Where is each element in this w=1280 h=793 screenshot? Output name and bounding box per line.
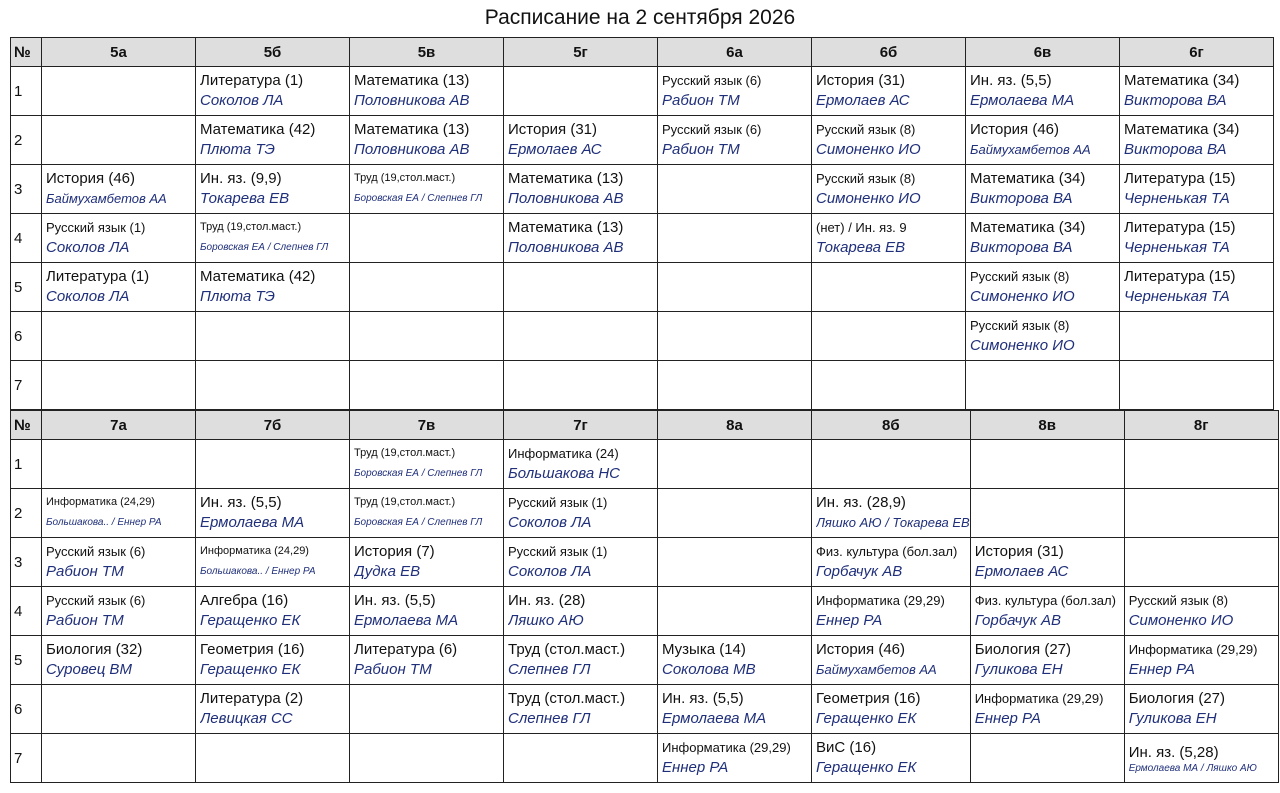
lesson-cell xyxy=(812,116,966,165)
lesson-cell xyxy=(504,440,658,489)
teacher-label: Викторова ВА xyxy=(970,239,1073,256)
lesson-cell xyxy=(504,214,658,263)
lesson-cell xyxy=(196,538,350,587)
subject-label: Труд (19,стол.маст.) xyxy=(354,496,456,508)
lesson-cell xyxy=(350,361,504,410)
lesson-cell xyxy=(812,440,971,489)
lesson-cell xyxy=(966,361,1120,410)
lesson-cell xyxy=(812,165,966,214)
teacher-label: Гуликова ЕН xyxy=(1128,710,1217,727)
lesson-cell xyxy=(42,361,196,410)
teacher-label: Соколова МВ xyxy=(662,661,756,678)
lesson-cell xyxy=(812,587,971,636)
subject-label: Русский язык (8) xyxy=(970,318,1070,333)
lesson-cell xyxy=(42,312,196,361)
lesson-cell xyxy=(196,489,350,538)
lesson-cell xyxy=(658,685,812,734)
teacher-label: Слепнев ГЛ xyxy=(508,710,591,727)
teacher-label: Баймухамбетов АА xyxy=(816,662,937,677)
subject-label: История (31) xyxy=(816,72,906,89)
table-row xyxy=(11,440,1279,489)
lesson-cell xyxy=(658,263,812,312)
subject-label: Русский язык (1) xyxy=(508,544,608,559)
subject-label: Литература (1) xyxy=(200,72,304,89)
table-header-row xyxy=(11,38,1274,67)
lesson-cell xyxy=(812,636,971,685)
lesson-cell xyxy=(350,440,504,489)
lesson-cell xyxy=(658,67,812,116)
lesson-cell xyxy=(350,214,504,263)
teacher-label: Соколов ЛА xyxy=(508,514,592,531)
subject-label: Русский язык (8) xyxy=(816,122,916,137)
teacher-label: Рабион ТМ xyxy=(662,141,740,158)
teacher-label: Геращенко ЕК xyxy=(200,612,301,629)
subject-label: Алгебра (16) xyxy=(200,592,289,609)
teacher-label: Симоненко ИО xyxy=(816,141,921,158)
subject-label: Русский язык (8) xyxy=(970,269,1070,284)
teacher-label: Симоненко ИО xyxy=(816,190,921,207)
subject-label: Труд (стол.маст.) xyxy=(508,641,626,658)
lesson-cell xyxy=(658,165,812,214)
lesson-cell xyxy=(658,587,812,636)
subject-label: Математика (34) xyxy=(970,219,1086,236)
schedule-table-1 xyxy=(10,37,1274,410)
table-row xyxy=(11,263,1274,312)
lesson-cell xyxy=(196,263,350,312)
table-row xyxy=(11,587,1279,636)
teacher-label: Половникова АВ xyxy=(508,190,624,207)
subject-label: Ин. яз. (28) xyxy=(508,592,586,609)
teacher-label: Ляшко АЮ / Токарева ЕВ xyxy=(816,515,970,530)
lesson-cell xyxy=(350,116,504,165)
table-row xyxy=(11,538,1279,587)
teacher-label: Черненькая ТА xyxy=(1124,239,1230,256)
subject-label: Литература (6) xyxy=(354,641,458,658)
lesson-cell xyxy=(1120,67,1274,116)
subject-label: Математика (13) xyxy=(508,170,624,187)
lesson-number: 7 xyxy=(11,361,42,410)
lesson-cell xyxy=(350,685,504,734)
lesson-cell xyxy=(1120,312,1274,361)
subject-label: Ин. яз. (9,9) xyxy=(200,170,282,187)
teacher-label: Рабион ТМ xyxy=(662,92,740,109)
lesson-cell xyxy=(970,587,1124,636)
lesson-cell xyxy=(1124,587,1278,636)
lesson-cell xyxy=(42,116,196,165)
class-header: 6а xyxy=(658,38,812,67)
subject-label: Русский язык (8) xyxy=(1128,593,1229,608)
teacher-label: Соколов ЛА xyxy=(46,288,130,305)
subject-label: Литература (15) xyxy=(1124,219,1236,236)
teacher-label: Ляшко АЮ xyxy=(508,612,584,629)
teacher-label: Токарева ЕВ xyxy=(816,239,906,256)
teacher-label: Ермолаев АС xyxy=(508,141,602,158)
lesson-cell xyxy=(812,489,971,538)
subject-label: Ин. яз. (5,5) xyxy=(970,72,1052,89)
subject-label: Труд (19,стол.маст.) xyxy=(354,172,456,184)
subject-label: История (31) xyxy=(508,121,598,138)
teacher-label: Викторова ВА xyxy=(970,190,1073,207)
table-row xyxy=(11,734,1279,783)
lesson-cell xyxy=(504,116,658,165)
teacher-label: Слепнев ГЛ xyxy=(508,661,591,678)
subject-label: Математика (13) xyxy=(354,121,470,138)
lesson-cell xyxy=(42,538,196,587)
lesson-cell xyxy=(42,263,196,312)
teacher-label: Соколов ЛА xyxy=(200,92,284,109)
subject-label: История (7) xyxy=(354,543,435,560)
lesson-cell xyxy=(812,263,966,312)
teacher-label: Рабион ТМ xyxy=(46,563,124,580)
lesson-number: 5 xyxy=(11,263,42,312)
lesson-number: 3 xyxy=(11,538,42,587)
lesson-cell xyxy=(970,636,1124,685)
teacher-label: Ермолаев АС xyxy=(816,92,910,109)
teacher-label: Большакова НС xyxy=(508,465,621,482)
lesson-cell xyxy=(966,165,1120,214)
lesson-cell xyxy=(350,489,504,538)
subject-label: Математика (42) xyxy=(200,121,316,138)
lesson-cell xyxy=(196,312,350,361)
teacher-label: Соколов ЛА xyxy=(508,563,592,580)
lesson-cell xyxy=(970,489,1124,538)
subject-label: История (46) xyxy=(46,170,136,187)
lesson-cell xyxy=(350,165,504,214)
subject-label: История (46) xyxy=(970,121,1060,138)
lesson-cell xyxy=(350,312,504,361)
page-title: Расписание на 2 сентября 2026 xyxy=(484,6,796,29)
lesson-cell xyxy=(1124,538,1278,587)
lesson-number: 6 xyxy=(11,312,42,361)
teacher-label: Геращенко ЕК xyxy=(816,710,917,727)
lesson-cell xyxy=(1124,734,1278,783)
lesson-cell xyxy=(196,734,350,783)
lesson-cell xyxy=(42,440,196,489)
subject-label: Информатика (24) xyxy=(508,446,619,461)
class-header: 5в xyxy=(350,38,504,67)
teacher-label: Боровская ЕА / Слепнев ГЛ xyxy=(354,468,483,479)
teacher-label: Суровец ВМ xyxy=(46,661,132,678)
teacher-label: Боровская ЕА / Слепнев ГЛ xyxy=(200,242,329,253)
lesson-cell xyxy=(504,587,658,636)
lesson-cell xyxy=(1120,116,1274,165)
class-header: 5а xyxy=(42,38,196,67)
subject-label: Литература (15) xyxy=(1124,170,1236,187)
subject-label: Физ. культура (бол.зал) xyxy=(816,544,958,559)
subject-label: Русский язык (1) xyxy=(46,220,146,235)
lesson-cell xyxy=(196,361,350,410)
teacher-label: Горбачук АВ xyxy=(816,563,903,580)
teacher-label: Половникова АВ xyxy=(508,239,624,256)
lesson-cell xyxy=(196,67,350,116)
lesson-number: 6 xyxy=(11,685,42,734)
subject-label: Математика (13) xyxy=(508,219,624,236)
teacher-label: Еннер РА xyxy=(974,710,1041,727)
subject-label: Информатика (29,29) xyxy=(816,593,945,608)
lesson-cell xyxy=(966,116,1120,165)
teacher-label: Ермолаева МА xyxy=(662,710,767,727)
lesson-cell xyxy=(1120,214,1274,263)
teacher-label: Ермолаева МА xyxy=(354,612,459,629)
lesson-cell xyxy=(504,165,658,214)
lesson-cell xyxy=(1120,165,1274,214)
subject-label: Литература (2) xyxy=(200,690,304,707)
subject-label: Ин. яз. (5,28) xyxy=(1128,743,1219,761)
teacher-label: Еннер РА xyxy=(1128,661,1195,678)
teacher-label: Левицкая СС xyxy=(200,710,293,727)
lesson-cell xyxy=(504,685,658,734)
lesson-cell xyxy=(1124,636,1278,685)
teacher-label: Токарева ЕВ xyxy=(200,190,290,207)
teacher-label: Половникова АВ xyxy=(354,141,470,158)
lesson-cell xyxy=(196,636,350,685)
schedule-table-2 xyxy=(10,410,1279,783)
class-header: 7б xyxy=(196,411,350,440)
lesson-cell xyxy=(196,685,350,734)
lesson-cell xyxy=(504,67,658,116)
lesson-cell xyxy=(658,538,812,587)
subject-label: (нет) / Ин. яз. 9 xyxy=(816,220,907,235)
teacher-label: Ермолаева МА / Ляшко АЮ xyxy=(1128,762,1257,774)
table-row xyxy=(11,636,1279,685)
lesson-cell xyxy=(504,361,658,410)
teacher-label: Рабион ТМ xyxy=(354,661,432,678)
lesson-cell xyxy=(504,734,658,783)
lesson-cell xyxy=(658,734,812,783)
teacher-label: Соколов ЛА xyxy=(46,239,130,256)
subject-label: ВиС (16) xyxy=(816,739,877,756)
lesson-cell xyxy=(970,440,1124,489)
teacher-label: Викторова ВА xyxy=(1124,92,1227,109)
lesson-cell xyxy=(658,636,812,685)
lesson-cell xyxy=(504,489,658,538)
lesson-cell xyxy=(42,587,196,636)
subject-label: Геометрия (16) xyxy=(816,690,921,707)
subject-label: Ин. яз. (5,5) xyxy=(200,494,282,511)
subject-label: Математика (42) xyxy=(200,268,316,285)
teacher-label: Рабион ТМ xyxy=(46,612,124,629)
teacher-label: Плюта ТЭ xyxy=(200,288,275,305)
teacher-label: Еннер РА xyxy=(662,759,729,776)
subject-label: Математика (34) xyxy=(1124,72,1240,89)
lesson-cell xyxy=(966,312,1120,361)
teacher-label: Горбачук АВ xyxy=(974,612,1061,629)
class-header: 8а xyxy=(658,411,812,440)
teacher-label: Плюта ТЭ xyxy=(200,141,275,158)
lesson-cell xyxy=(970,538,1124,587)
subject-label: История (31) xyxy=(974,543,1064,560)
lesson-number: 2 xyxy=(11,489,42,538)
subject-label: Русский язык (8) xyxy=(816,171,916,186)
class-header: 6б xyxy=(812,38,966,67)
subject-label: Математика (13) xyxy=(354,72,470,89)
table-row xyxy=(11,489,1279,538)
number-header: № xyxy=(11,38,42,67)
teacher-label: Симоненко ИО xyxy=(970,337,1075,354)
teacher-label: Симоненко ИО xyxy=(970,288,1075,305)
teacher-label: Черненькая ТА xyxy=(1124,288,1230,305)
lesson-cell xyxy=(504,636,658,685)
subject-label: Математика (34) xyxy=(1124,121,1240,138)
teacher-label: Черненькая ТА xyxy=(1124,190,1230,207)
lesson-cell xyxy=(1124,489,1278,538)
lesson-cell xyxy=(350,67,504,116)
lesson-cell xyxy=(658,116,812,165)
lesson-cell xyxy=(42,489,196,538)
teacher-label: Большакова.. / Еннер РА xyxy=(200,566,316,577)
lesson-cell xyxy=(504,263,658,312)
teacher-label: Геращенко ЕК xyxy=(200,661,301,678)
lesson-number: 4 xyxy=(11,587,42,636)
lesson-cell xyxy=(812,312,966,361)
lesson-cell xyxy=(658,312,812,361)
lesson-cell xyxy=(1124,685,1278,734)
lesson-cell xyxy=(970,685,1124,734)
lesson-cell xyxy=(1120,263,1274,312)
lesson-cell xyxy=(1120,361,1274,410)
subject-label: Русский язык (6) xyxy=(662,73,762,88)
subject-label: Литература (15) xyxy=(1124,268,1236,285)
class-header: 7в xyxy=(350,411,504,440)
table-header-row xyxy=(11,411,1279,440)
lesson-cell xyxy=(658,214,812,263)
class-header: 7г xyxy=(504,411,658,440)
subject-label: Труд (19,стол.маст.) xyxy=(200,221,302,233)
subject-label: Биология (32) xyxy=(46,641,143,658)
subject-label: Информатика (29,29) xyxy=(662,740,791,755)
table-row xyxy=(11,165,1274,214)
teacher-label: Большакова.. / Еннер РА xyxy=(46,517,162,528)
teacher-label: Еннер РА xyxy=(816,612,883,629)
subject-label: Ин. яз. (5,5) xyxy=(662,690,744,707)
lesson-cell xyxy=(196,165,350,214)
lesson-cell xyxy=(1124,440,1278,489)
lesson-number: 5 xyxy=(11,636,42,685)
lesson-cell xyxy=(658,440,812,489)
lesson-cell xyxy=(350,636,504,685)
teacher-label: Боровская ЕА / Слепнев ГЛ xyxy=(354,517,483,528)
subject-label: Русский язык (6) xyxy=(662,122,762,137)
table-row xyxy=(11,685,1279,734)
lesson-cell xyxy=(812,214,966,263)
subject-label: Физ. культура (бол.зал) xyxy=(974,593,1116,608)
class-header: 7а xyxy=(42,411,196,440)
lesson-cell xyxy=(504,312,658,361)
subject-label: Ин. яз. (28,9) xyxy=(816,494,906,511)
table-row xyxy=(11,312,1274,361)
class-header: 6в xyxy=(966,38,1120,67)
subject-label: Труд (стол.маст.) xyxy=(508,690,626,707)
number-header: № xyxy=(11,411,42,440)
teacher-label: Ермолаев АС xyxy=(974,563,1069,580)
lesson-cell xyxy=(350,263,504,312)
lesson-cell xyxy=(42,165,196,214)
lesson-cell xyxy=(350,587,504,636)
class-header: 8в xyxy=(970,411,1124,440)
lesson-cell xyxy=(42,636,196,685)
lesson-cell xyxy=(812,685,971,734)
lesson-cell xyxy=(42,214,196,263)
lesson-cell xyxy=(196,440,350,489)
teacher-label: Симоненко ИО xyxy=(1128,612,1234,629)
lesson-cell xyxy=(966,263,1120,312)
lesson-cell xyxy=(504,538,658,587)
lesson-cell xyxy=(196,214,350,263)
lesson-cell xyxy=(812,734,971,783)
teacher-label: Гуликова ЕН xyxy=(974,661,1063,678)
lesson-cell xyxy=(350,538,504,587)
lesson-cell xyxy=(970,734,1124,783)
lesson-cell xyxy=(658,489,812,538)
lesson-cell xyxy=(812,361,966,410)
class-header: 5б xyxy=(196,38,350,67)
lesson-number: 1 xyxy=(11,67,42,116)
subject-label: Биология (27) xyxy=(1128,690,1226,707)
lesson-number: 2 xyxy=(11,116,42,165)
lesson-cell xyxy=(196,116,350,165)
teacher-label: Баймухамбетов АА xyxy=(970,142,1091,157)
subject-label: Труд (19,стол.маст.) xyxy=(354,447,456,459)
lesson-cell xyxy=(812,67,966,116)
lesson-cell xyxy=(966,214,1120,263)
subject-label: Информатика (29,29) xyxy=(1128,642,1258,657)
subject-label: Биология (27) xyxy=(974,641,1072,658)
class-header: 8б xyxy=(812,411,971,440)
lesson-number: 3 xyxy=(11,165,42,214)
teacher-label: Ермолаева МА xyxy=(970,92,1075,109)
teacher-label: Ермолаева МА xyxy=(200,514,305,531)
teacher-label: Боровская ЕА / Слепнев ГЛ xyxy=(354,193,483,204)
lesson-cell xyxy=(658,361,812,410)
teacher-label: Викторова ВА xyxy=(1124,141,1227,158)
subject-label: Русский язык (6) xyxy=(46,544,146,559)
teacher-label: Половникова АВ xyxy=(354,92,470,109)
subject-label: Математика (34) xyxy=(970,170,1086,187)
class-header: 6г xyxy=(1120,38,1274,67)
subject-label: Русский язык (6) xyxy=(46,593,146,608)
lesson-number: 1 xyxy=(11,440,42,489)
table-row xyxy=(11,361,1274,410)
subject-label: Информатика (24,29) xyxy=(200,545,309,557)
lesson-cell xyxy=(350,734,504,783)
subject-label: Русский язык (1) xyxy=(508,495,608,510)
subject-label: История (46) xyxy=(816,641,906,658)
teacher-label: Баймухамбетов АА xyxy=(46,191,167,206)
subject-label: Информатика (24,29) xyxy=(46,496,155,508)
table-row xyxy=(11,214,1274,263)
lesson-cell xyxy=(812,538,971,587)
subject-label: Музыка (14) xyxy=(662,641,746,658)
table-row xyxy=(11,116,1274,165)
class-header: 8г xyxy=(1124,411,1278,440)
subject-label: Литература (1) xyxy=(46,268,150,285)
lesson-cell xyxy=(42,685,196,734)
class-header: 5г xyxy=(504,38,658,67)
teacher-label: Геращенко ЕК xyxy=(816,759,917,776)
subject-label: Информатика (29,29) xyxy=(974,691,1104,706)
lesson-cell xyxy=(966,67,1120,116)
lesson-cell xyxy=(42,67,196,116)
lesson-cell xyxy=(42,734,196,783)
teacher-label: Дудка ЕВ xyxy=(354,563,421,580)
lesson-number: 4 xyxy=(11,214,42,263)
table-row xyxy=(11,67,1274,116)
lesson-cell xyxy=(196,587,350,636)
subject-label: Геометрия (16) xyxy=(200,641,305,658)
lesson-number: 7 xyxy=(11,734,42,783)
subject-label: Ин. яз. (5,5) xyxy=(354,592,436,609)
